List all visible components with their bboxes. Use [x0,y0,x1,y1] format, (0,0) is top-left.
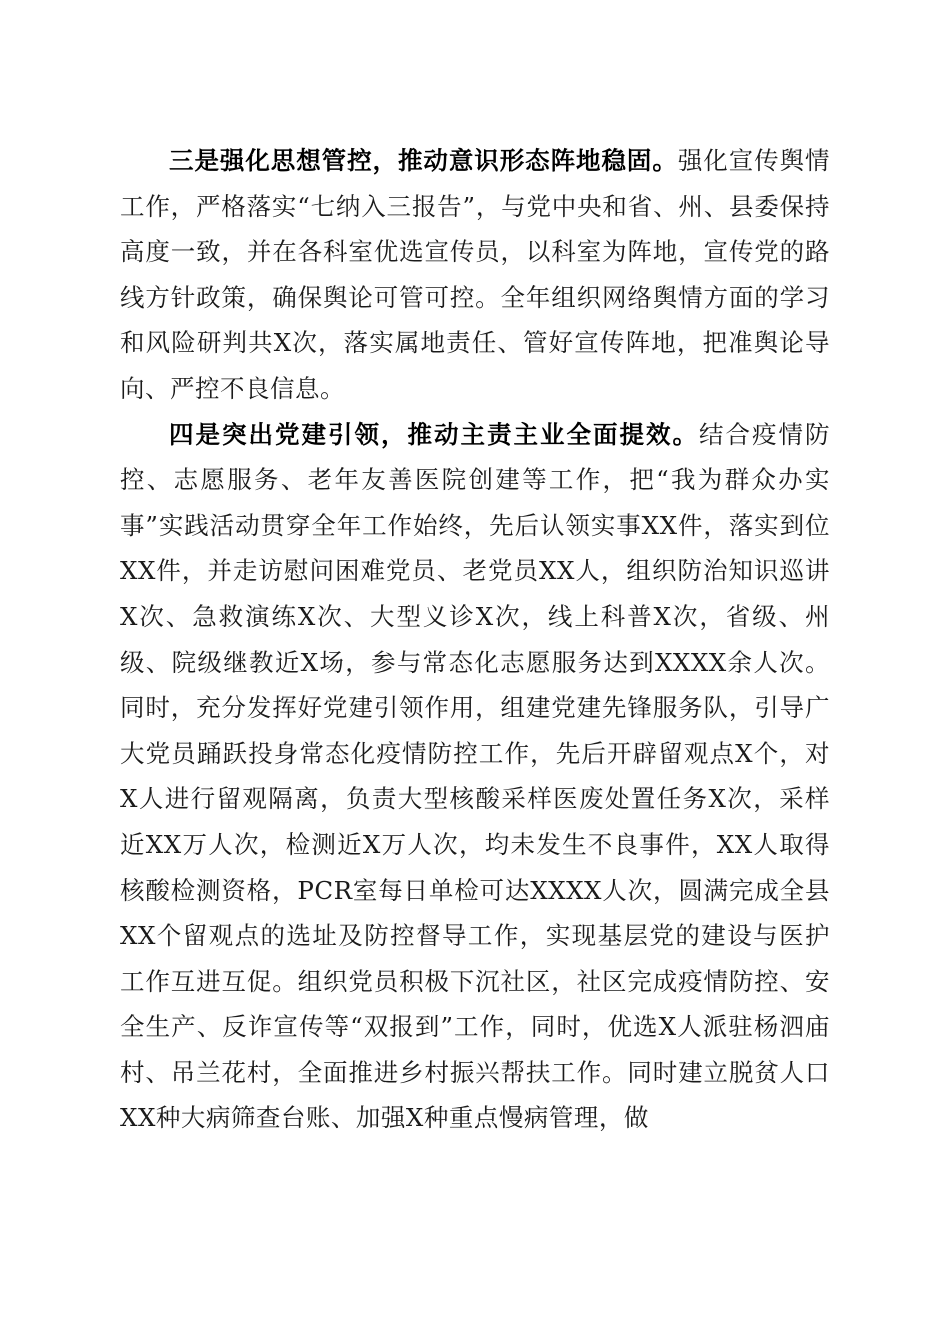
paragraph-ideology-control [120,138,830,412]
document-body [120,138,830,1141]
paragraph-text: 结合疫情防控、志愿服务、老年友善医院创建等工作，把“我为群众办实事”实践活动贯穿全年工作始终，先后认领实事XX件，落实到位XX件，并走访慰问困难党员、老党员XX人，组织防治知识巡讲X次、急救演练X次、大型义诊X次，线上科普X次，省级、州级、院级继教近X场，参与常态化志愿服务达到XXXX余人次。同时，充分发挥好党建引领作用，组建党建先锋服务队，引导广大党员踊跃投身常态化疫情防控工作，先后开辟留观点X个，对X人进行留观隔离，负责大型核酸采样医废处置任务X次，采样近XX万人次，检测近X万人次，均未发生不良事件，XX人取得核酸检测资格，PCR室每日单检可达XXXX人次，圆满完成全县XX个留观点的选址及防控督导工作，实现基层党的建设与医护工作互进互促。组织党员积极下沉社区，社区完成疫情防控、安全生产、反诈宣传等“双报到”工作，同时，优选X人派驻杨泗庙村、吊兰花村，全面推进乡村振兴帮扶工作。同时建立脱贫人口XX种大病筛查台账、加强X种重点慢病管理，做 [120,419,830,1133]
paragraph-text: 强化宣传舆情工作，严格落实“七纳入三报告”，与党中央和省、州、县委保持高度一致，并在各科室优选宣传员，以科室为阵地，宣传党的路线方针政策，确保舆论可管可控。全年组织网络舆情方面的学习和风险研判共X次，落实属地责任、管好宣传阵地，把准舆论导向、严控不良信息。 [120,146,831,403]
paragraph-heading: 三是强化思想管控，推动意识形态阵地稳固。 [169,146,678,175]
paragraph-party-leadership [120,412,830,1142]
paragraph-heading: 四是突出党建引领，推动主责主业全面提效。 [169,419,699,449]
